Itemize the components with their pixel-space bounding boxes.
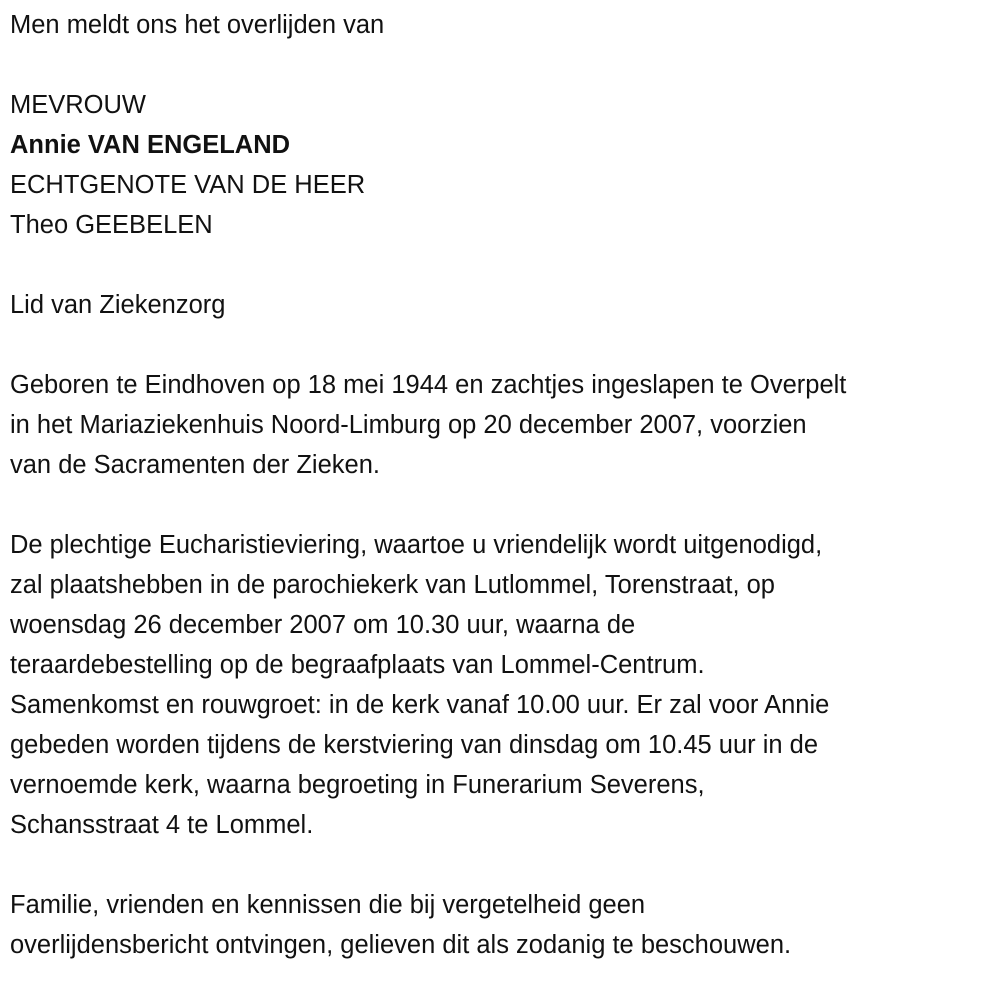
paragraph-line: vernoemde kerk, waarna begroeting in Funerarium Severens, [10, 771, 705, 799]
deceased-name: Annie VAN ENGELAND [10, 131, 291, 159]
service-paragraph [10, 525, 1000, 845]
paragraph-line: teraardebestelling op de begraafplaats van Lommel-Centrum. [10, 651, 705, 679]
title-text: MEVROUW [10, 91, 146, 119]
membership-text: Lid van Ziekenzorg [10, 291, 226, 319]
paragraph-line: van de Sacramenten der Zieken. [10, 451, 380, 479]
paragraph-line: Geboren te Eindhoven op 18 mei 1944 en zachtjes ingeslapen te Overpelt [10, 371, 847, 399]
paragraph-line: Familie, vrienden en kennissen die bij vergetelheid geen [10, 891, 646, 919]
paragraph-line: overlijdensbericht ontvingen, gelieven dit als zodanig te beschouwen. [10, 931, 792, 959]
paragraph-line: gebeden worden tijdens de kerstviering van dinsdag om 10.45 uur in de [10, 731, 819, 759]
paragraph-line: Samenkomst en rouwgroet: in de kerk vanaf 10.00 uur. Er zal voor Annie [10, 691, 830, 719]
spacer [10, 325, 1000, 365]
spacer [10, 845, 1000, 885]
spouse-name: Theo GEEBELEN [10, 211, 213, 239]
closing-paragraph [10, 885, 1000, 965]
paragraph-line: Schansstraat 4 te Lommel. [10, 811, 314, 839]
paragraph-line: woensdag 26 december 2007 om 10.30 uur, waarna de [10, 611, 636, 639]
paragraph-line: in het Mariaziekenhuis Noord-Limburg op 20 december 2007, voorzien [10, 411, 807, 439]
birth-paragraph [10, 365, 1000, 485]
spacer [10, 45, 1000, 85]
paragraph-line: zal plaatshebben in de parochiekerk van Lutlommel, Torenstraat, op [10, 571, 775, 599]
spacer [10, 485, 1000, 525]
intro-text: Men meldt ons het overlijden van [10, 11, 385, 39]
paragraph-line: De plechtige Eucharistieviering, waartoe u vriendelijk wordt uitgenodigd, [10, 531, 823, 559]
relation-text: ECHTGENOTE VAN DE HEER [10, 171, 366, 199]
spacer [10, 245, 1000, 285]
